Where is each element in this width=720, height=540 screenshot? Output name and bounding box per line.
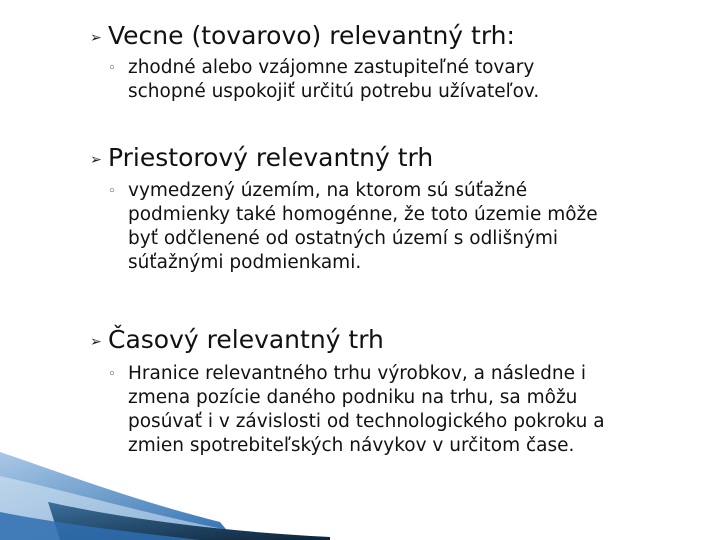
text-line: súťažnými podmienkami. bbox=[128, 252, 362, 273]
section-text-priestorovy bbox=[128, 179, 598, 275]
arrow-bullet-icon: ➢ bbox=[90, 152, 102, 168]
text-line: schopné uspokojiť určitú potrebu užívateľov. bbox=[128, 81, 540, 102]
sub-bullet-icon: ◦ bbox=[108, 61, 116, 76]
text-line: podmienky také homogénne, že toto územie môže bbox=[128, 204, 598, 225]
text-line: zmien spotrebiteľských návykov v určitom čase. bbox=[128, 435, 575, 456]
arrow-bullet-icon: ➢ bbox=[90, 334, 102, 350]
sub-bullet-icon: ◦ bbox=[108, 367, 116, 382]
section-text-vecny bbox=[128, 56, 539, 104]
text-line: byť odčlenené od ostatných území s odlišnými bbox=[128, 228, 559, 249]
text-line: Hranice relevantného trhu výrobkov, a následne i bbox=[128, 363, 586, 384]
arrow-bullet-icon: ➢ bbox=[90, 30, 102, 46]
section-heading-vecny: Vecne (tovarovo) relevantný trh: bbox=[108, 21, 515, 50]
text-line: posúvať i v závislosti od technologického pokroku a bbox=[128, 411, 605, 432]
section-heading-priestorovy: Priestorový relevantný trh bbox=[108, 143, 434, 172]
section-heading-casovy: Časový relevantný trh bbox=[108, 325, 384, 354]
sub-bullet-icon: ◦ bbox=[108, 184, 116, 199]
corner-decoration-graphic bbox=[0, 440, 330, 540]
text-line: vymedzený územím, na ktorom sú súťažné bbox=[128, 180, 528, 201]
text-line: zmena pozície daného podniku na trhu, sa môžu bbox=[128, 387, 578, 408]
text-line: zhodné alebo vzájomne zastupiteľné tovary bbox=[128, 57, 535, 78]
